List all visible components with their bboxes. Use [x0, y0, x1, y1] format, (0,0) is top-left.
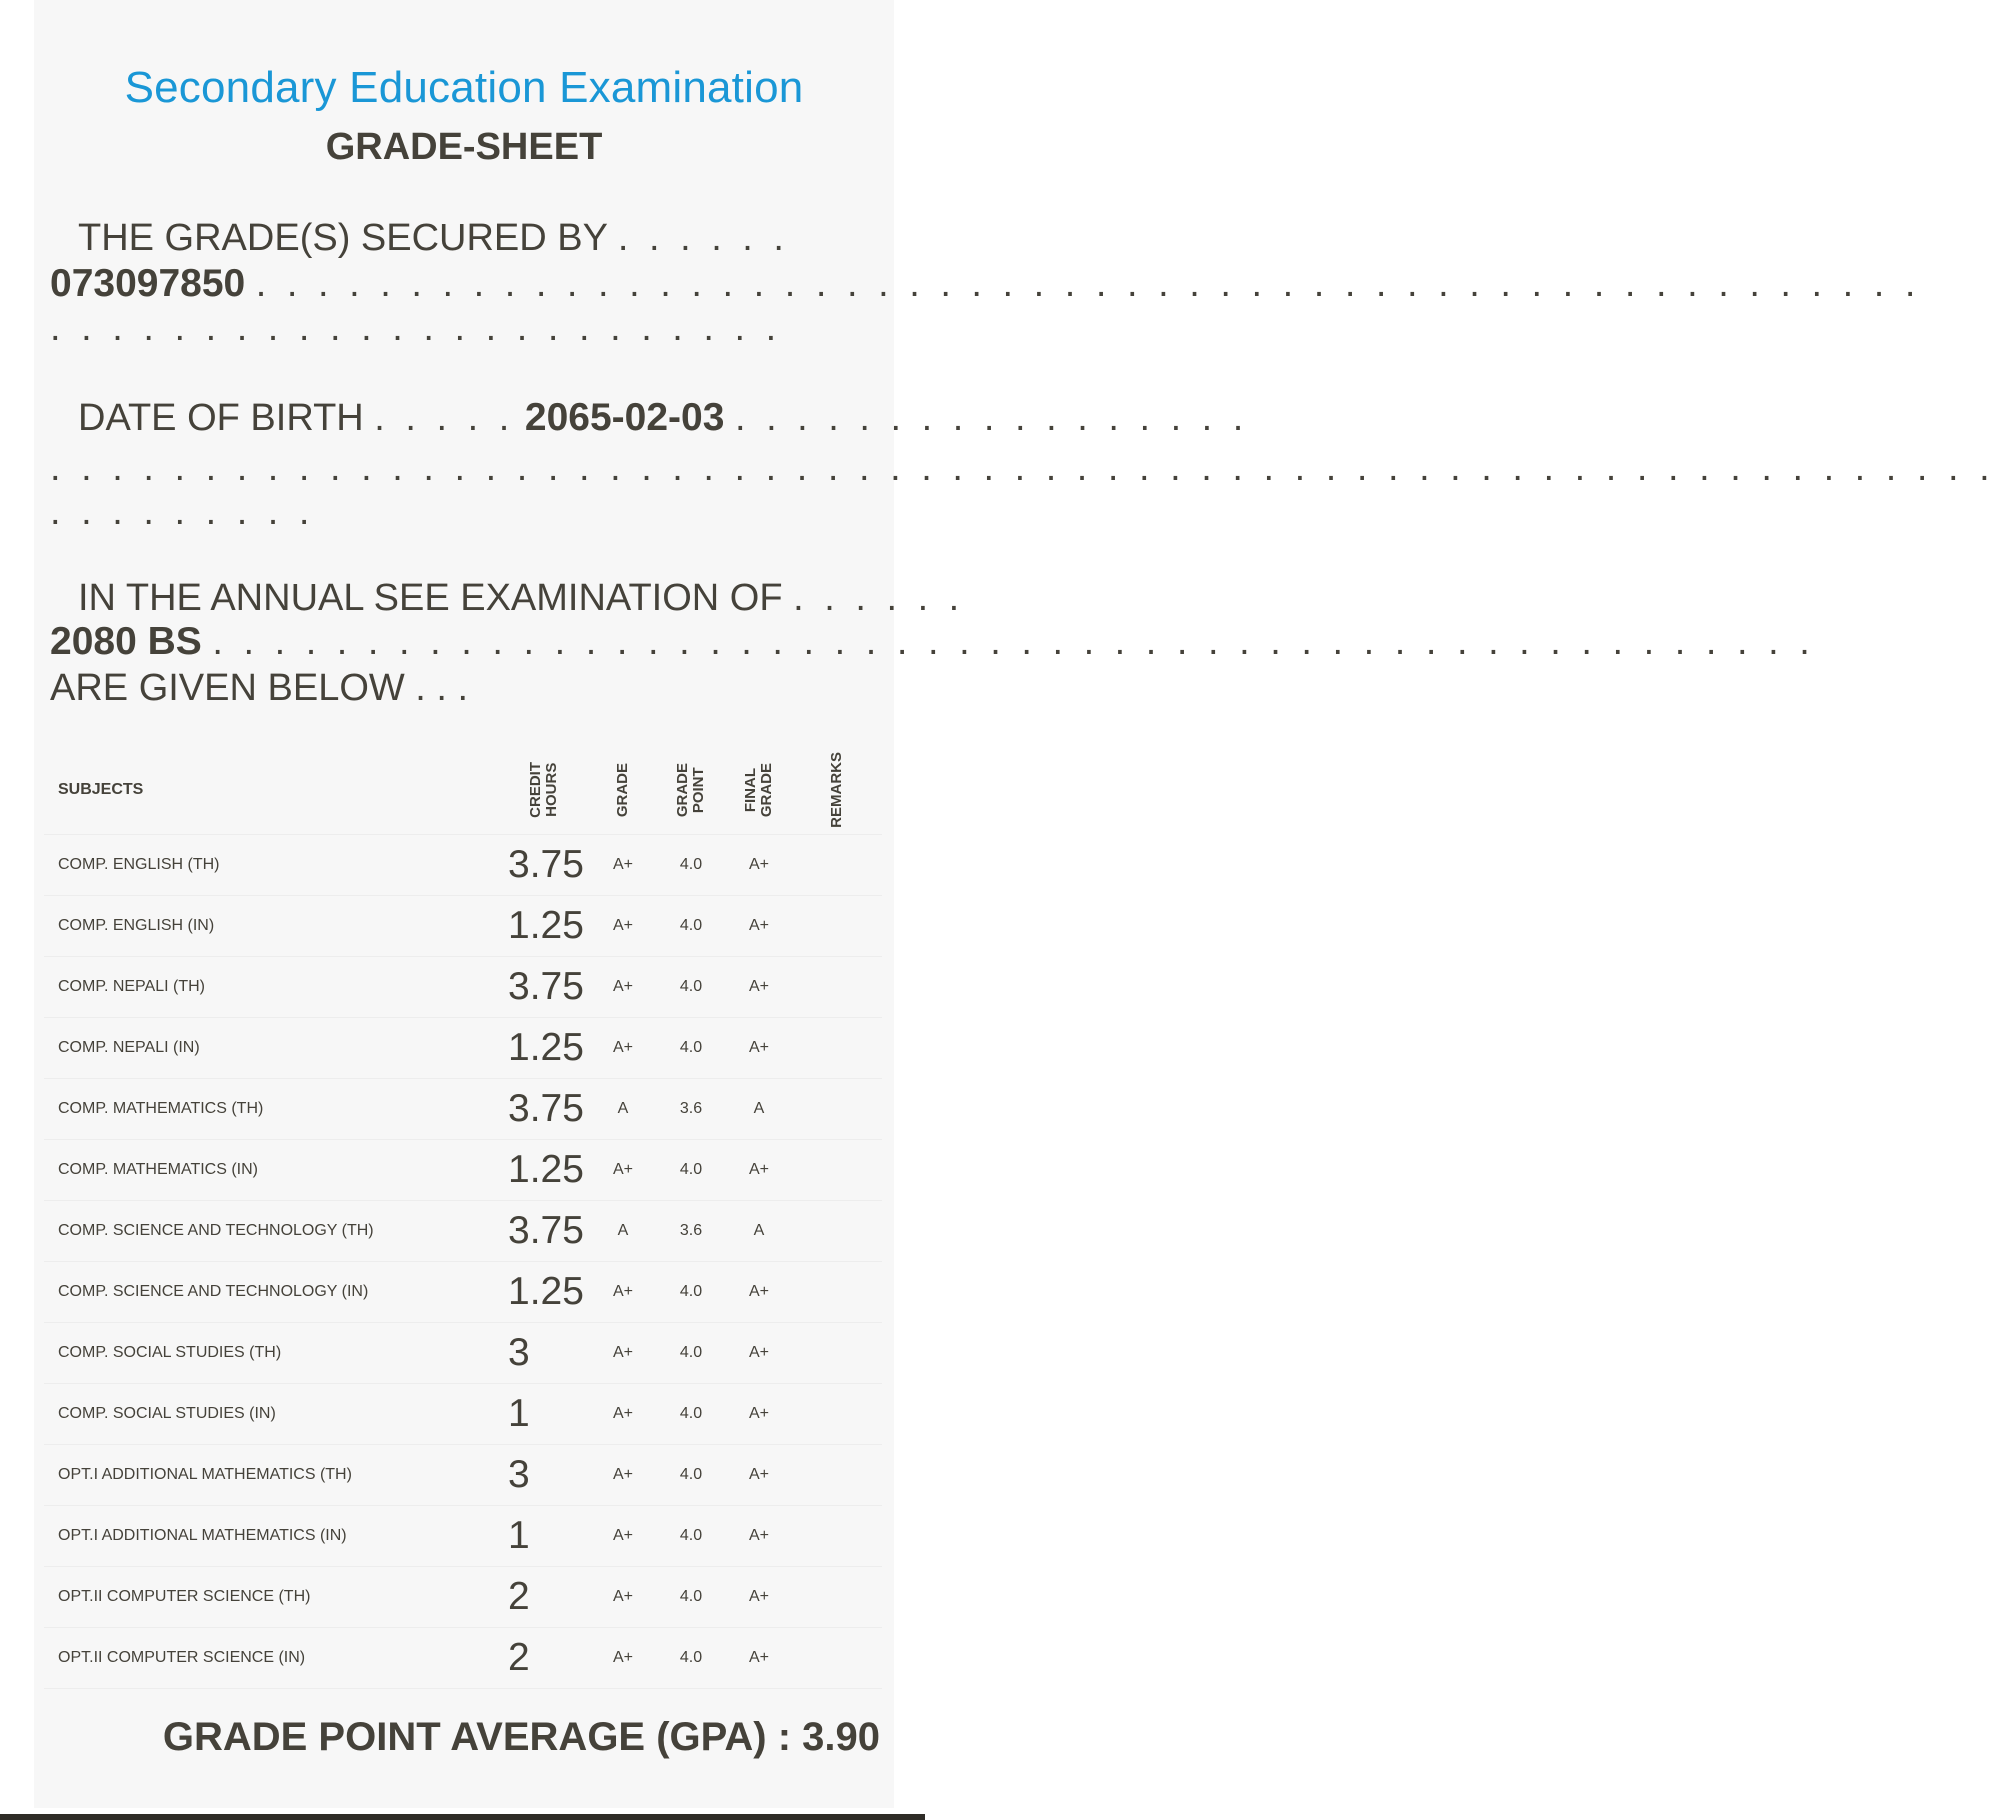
table-row [44, 896, 882, 957]
grade-point-cell: 4.0 [656, 896, 726, 957]
final-grade-cell: A+ [726, 957, 792, 1018]
header-credit-hours [498, 746, 590, 835]
subject-cell: COMP. SOCIAL STUDIES (IN) [44, 1384, 498, 1445]
remarks-cell [792, 896, 882, 957]
dots: . . . . . . . . . [50, 491, 315, 533]
header-fg-line1: FINAL [742, 767, 759, 813]
grade-point-cell: 4.0 [656, 1323, 726, 1384]
dots: . . . . . . [793, 577, 965, 619]
grade-point-cell: 4.0 [656, 1140, 726, 1201]
remarks-cell [792, 1628, 882, 1689]
subject-cell: OPT.II COMPUTER SCIENCE (IN) [44, 1628, 498, 1689]
table-row [44, 1445, 882, 1506]
secured-by-line [50, 216, 890, 260]
remarks-cell [792, 1140, 882, 1201]
table-row [44, 1567, 882, 1628]
grade-cell: A+ [590, 835, 656, 896]
final-grade-cell: A [726, 1201, 792, 1262]
dots: . . . . . . [617, 217, 789, 259]
secured-by-label: THE GRADE(S) SECURED BY [78, 217, 608, 259]
remarks-cell [792, 1445, 882, 1506]
header-fg-line2: GRADE [758, 762, 775, 818]
grade-cell: A+ [590, 1506, 656, 1567]
grade-point-cell: 4.0 [656, 957, 726, 1018]
gpa-label: GRADE POINT AVERAGE (GPA) : [162, 1715, 792, 1759]
grades-table [44, 746, 882, 1689]
credit-hours-cell: 1 [498, 1384, 590, 1445]
grade-point-cell: 4.0 [656, 835, 726, 896]
header-final-grade [726, 746, 792, 835]
remarks-cell [792, 1384, 882, 1445]
subject-cell: COMP. MATHEMATICS (TH) [44, 1079, 498, 1140]
subject-cell: COMP. SCIENCE AND TECHNOLOGY (IN) [44, 1262, 498, 1323]
credit-hours-cell: 2 [498, 1628, 590, 1689]
dob-value: 2065-02-03 [524, 396, 725, 439]
grade-cell: A+ [590, 1445, 656, 1506]
dots-line [50, 490, 890, 534]
grade-cell: A [590, 1079, 656, 1140]
header-grade-text: GRADE [614, 762, 631, 818]
credit-hours-cell: 1.25 [498, 1262, 590, 1323]
final-grade-cell: A+ [726, 1445, 792, 1506]
grade-point-cell: 4.0 [656, 1262, 726, 1323]
table-row [44, 957, 882, 1018]
subject-cell: COMP. ENGLISH (TH) [44, 835, 498, 896]
header-grade [590, 746, 656, 835]
header-subjects: SUBJECTS [44, 746, 498, 835]
grade-point-cell: 4.0 [656, 1018, 726, 1079]
subject-cell: OPT.I ADDITIONAL MATHEMATICS (TH) [44, 1445, 498, 1506]
credit-hours-cell: 2 [498, 1567, 590, 1628]
final-grade-cell: A+ [726, 835, 792, 896]
grade-cell: A+ [590, 1262, 656, 1323]
gpa-line [163, 1712, 880, 1762]
exam-year: 2080 BS [50, 620, 202, 663]
table-row [44, 1323, 882, 1384]
credit-hours-cell: 1.25 [498, 896, 590, 957]
final-grade-cell: A+ [726, 1506, 792, 1567]
subject-cell: COMP. NEPALI (IN) [44, 1018, 498, 1079]
table-row [44, 1384, 882, 1445]
grade-cell: A+ [590, 1323, 656, 1384]
grade-point-cell: 4.0 [656, 1628, 726, 1689]
header-remarks [792, 746, 882, 835]
final-grade-cell: A+ [726, 896, 792, 957]
symbol-number: 073097850 [50, 262, 246, 305]
table-row [44, 1262, 882, 1323]
header-grade-point [656, 746, 726, 835]
grade-point-cell: 3.6 [656, 1201, 726, 1262]
grade-point-cell: 4.0 [656, 1506, 726, 1567]
subject-cell: COMP. NEPALI (TH) [44, 957, 498, 1018]
remarks-cell [792, 1262, 882, 1323]
grade-point-cell: 4.0 [656, 1384, 726, 1445]
exam-label: IN THE ANNUAL SEE EXAMINATION OF [78, 577, 783, 619]
dots-line [50, 306, 890, 350]
sheet-title: GRADE-SHEET [325, 126, 603, 168]
given-below-text: ARE GIVEN BELOW . . . [50, 667, 469, 709]
credit-hours-cell: 1 [498, 1506, 590, 1567]
final-grade-cell: A+ [726, 1323, 792, 1384]
grade-cell: A+ [590, 1567, 656, 1628]
table-row [44, 1628, 882, 1689]
final-grade-cell: A+ [726, 1384, 792, 1445]
credit-hours-cell: 3 [498, 1445, 590, 1506]
header-credit-line2: HOURS [543, 762, 560, 818]
remarks-cell [792, 1567, 882, 1628]
header-credit-line1: CREDIT [527, 762, 544, 818]
credit-hours-cell: 3.75 [498, 1079, 590, 1140]
grade-point-cell: 3.6 [656, 1079, 726, 1140]
header-gp-line2: POINT [690, 767, 707, 813]
final-grade-cell: A+ [726, 1628, 792, 1689]
final-grade-cell: A [726, 1079, 792, 1140]
table-row [44, 1506, 882, 1567]
exam-line [50, 576, 965, 620]
dots: . . . . . [374, 397, 515, 439]
final-grade-cell: A+ [726, 1140, 792, 1201]
grade-point-cell: 4.0 [656, 1567, 726, 1628]
remarks-cell [792, 1018, 882, 1079]
table-header-row [44, 746, 882, 835]
credit-hours-cell: 3 [498, 1323, 590, 1384]
given-below-line [50, 666, 890, 710]
header-gp-line1: GRADE [674, 762, 691, 818]
grade-cell: A+ [590, 957, 656, 1018]
credit-hours-cell: 3.75 [498, 957, 590, 1018]
header-remarks-text: REMARKS [828, 752, 845, 828]
credit-hours-cell: 1.25 [498, 1140, 590, 1201]
grade-cell: A+ [590, 1384, 656, 1445]
grade-cell: A+ [590, 1628, 656, 1689]
grade-cell: A+ [590, 896, 656, 957]
table-row [44, 1079, 882, 1140]
subject-cell: COMP. ENGLISH (IN) [44, 896, 498, 957]
dots: . . . . . . . . . . . . . . . . . . . . . . . . . . . . . . . . . . . . . . . . . . . . . . . . . . . . . . . . . . . . . . . [50, 447, 1995, 489]
bottom-divider [0, 1814, 925, 1820]
grade-sheet [34, 0, 1995, 1808]
dob-line [50, 396, 1249, 440]
symbol-line [50, 262, 1921, 306]
dots: . . . . . . . . . . . . . . . . . [734, 397, 1249, 439]
exam-year-line [50, 620, 1815, 664]
gpa-value: 3.90 [802, 1715, 880, 1759]
exam-title: Secondary Education Examination [124, 63, 804, 112]
subject-cell: OPT.II COMPUTER SCIENCE (TH) [44, 1567, 498, 1628]
credit-hours-cell: 3.75 [498, 1201, 590, 1262]
remarks-cell [792, 1323, 882, 1384]
subject-cell: OPT.I ADDITIONAL MATHEMATICS (IN) [44, 1506, 498, 1567]
remarks-cell [792, 1079, 882, 1140]
remarks-cell [792, 1201, 882, 1262]
table-row [44, 835, 882, 896]
dob-label: DATE OF BIRTH [78, 397, 364, 439]
subject-cell: COMP. MATHEMATICS (IN) [44, 1140, 498, 1201]
dots: . . . . . . . . . . . . . . . . . . . . . . . . [50, 307, 782, 349]
grade-point-cell: 4.0 [656, 1445, 726, 1506]
dots: . . . . . . . . . . . . . . . . . . . . . . . . . . . . . . . . . . . . . . . . . . . . . . . . . . . . [212, 621, 1815, 663]
remarks-cell [792, 835, 882, 896]
table-row [44, 1140, 882, 1201]
subject-cell: COMP. SCIENCE AND TECHNOLOGY (TH) [44, 1201, 498, 1262]
remarks-cell [792, 957, 882, 1018]
grade-cell: A+ [590, 1018, 656, 1079]
credit-hours-cell: 3.75 [498, 835, 590, 896]
dots: . . . . . . . . . . . . . . . . . . . . . . . . . . . . . . . . . . . . . . . . . . . . . . . . . . . . . . [255, 263, 1921, 305]
grade-cell: A+ [590, 1140, 656, 1201]
dots-line [50, 446, 1995, 490]
final-grade-cell: A+ [726, 1262, 792, 1323]
credit-hours-cell: 1.25 [498, 1018, 590, 1079]
subject-cell: COMP. SOCIAL STUDIES (TH) [44, 1323, 498, 1384]
final-grade-cell: A+ [726, 1018, 792, 1079]
table-row [44, 1201, 882, 1262]
remarks-cell [792, 1506, 882, 1567]
table-row [44, 1018, 882, 1079]
grade-cell: A [590, 1201, 656, 1262]
final-grade-cell: A+ [726, 1567, 792, 1628]
